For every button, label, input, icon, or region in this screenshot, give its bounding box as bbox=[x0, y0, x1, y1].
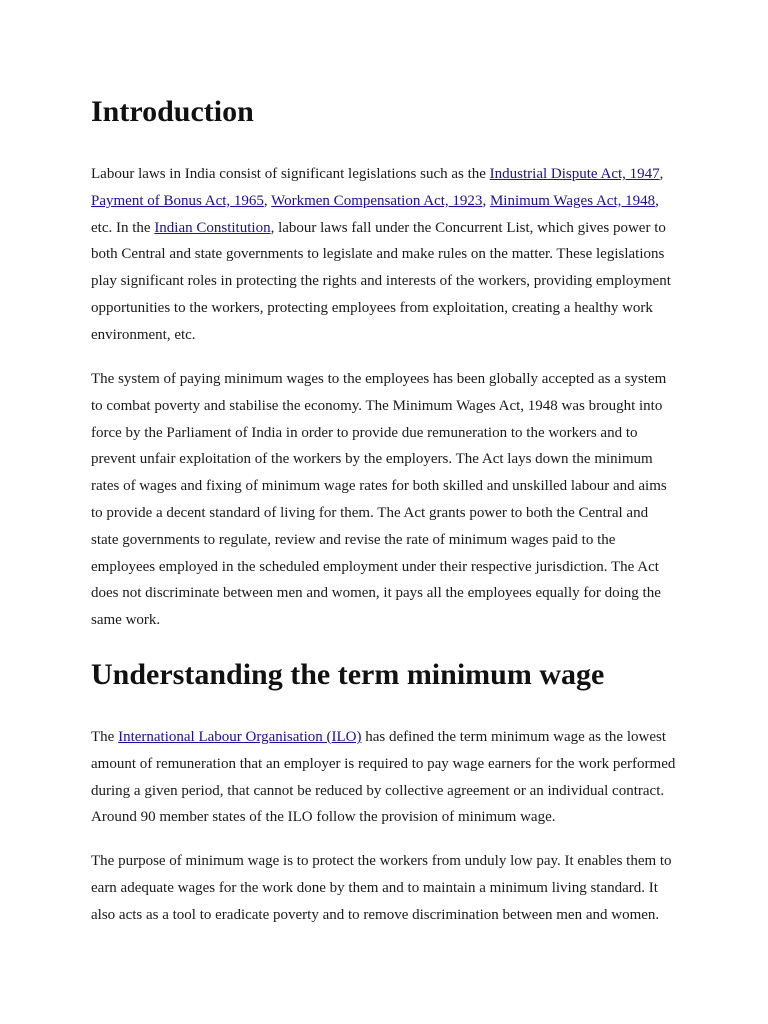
paragraph-purpose-of-minimum-wage bbox=[91, 848, 676, 928]
text-line: to combat poverty and stabilise the economy. The Minimum Wages Act, 1948 was brought into bbox=[91, 397, 663, 414]
link-indian-constitution[interactable]: Indian Constitution bbox=[154, 219, 271, 236]
text-line: earn adequate wages for the work done by them and to maintain a minimum living standard. It bbox=[91, 879, 658, 896]
text-span: , bbox=[655, 192, 659, 209]
text-line: opportunities to the workers, protecting employees from exploitation, creating a healthy work bbox=[91, 299, 653, 316]
text-line: same work. bbox=[91, 612, 161, 629]
text-span: , bbox=[482, 192, 490, 209]
text-line: force by the Parliament of India in order to provide due remuneration to the workers and to bbox=[91, 424, 638, 441]
text-span: Labour laws in India consist of significant legislations such as the bbox=[91, 166, 490, 182]
heading-understanding-minimum-wage: Understanding the term minimum wage bbox=[91, 658, 605, 691]
text-line: environment, etc. bbox=[91, 326, 196, 343]
text-line: The purpose of minimum wage is to protect the workers from unduly low pay. It enables them to bbox=[91, 853, 672, 869]
link-minimum-wages-act[interactable]: Minimum Wages Act, 1948 bbox=[489, 192, 656, 209]
text-line: Around 90 member states of the ILO follow the provision of minimum wage. bbox=[91, 809, 556, 826]
text-span: The bbox=[91, 729, 119, 745]
text-line: both Central and state governments to legislate and make rules on the matter. These legislations bbox=[91, 246, 665, 263]
text-line: play significant roles in protecting the rights and interests of the workers, providing employment bbox=[91, 273, 671, 290]
link-workmen-compensation-act[interactable]: Workmen Compensation Act, 1923 bbox=[271, 192, 483, 209]
text-line bbox=[91, 161, 676, 188]
text-line: state governments to regulate, review and revise the rate of minimum wages paid to the bbox=[91, 531, 616, 548]
text-span: etc. In the bbox=[91, 219, 155, 236]
link-international-labour-organisation[interactable]: International Labour Organisation (ILO) bbox=[118, 729, 362, 745]
paragraph-labour-laws bbox=[91, 161, 676, 349]
text-line: The system of paying minimum wages to the employees has been globally accepted as a system bbox=[91, 371, 667, 387]
text-line bbox=[91, 215, 676, 242]
link-industrial-dispute-act[interactable]: Industrial Dispute Act, 1947 bbox=[489, 166, 660, 182]
text-line bbox=[91, 724, 676, 751]
text-line: employees employed in the scheduled employment under their respective jurisdiction. The Act bbox=[91, 558, 659, 575]
text-span: , bbox=[263, 192, 272, 209]
text-line: also acts as a tool to eradicate poverty and to remove discrimination between men and women. bbox=[91, 906, 660, 923]
text-span: , labour laws fall under the Concurrent List, which gives power to bbox=[270, 219, 666, 236]
text-line: amount of remuneration that an employer is required to pay wage earners for the work performed bbox=[91, 755, 676, 772]
paragraph-ilo-definition bbox=[91, 724, 676, 831]
text-line: prevent unfair exploitation of the workers by the employers. The Act lays down the minimum bbox=[91, 451, 653, 468]
text-line: rates of wages and fixing of minimum wage rates for both skilled and unskilled labour and aims bbox=[91, 478, 667, 495]
text-line: to provide a decent standard of living for them. The Act grants power to both the Central and bbox=[91, 504, 649, 521]
paragraph-minimum-wages-system bbox=[91, 366, 676, 634]
text-span: has defined the term minimum wage as the lowest bbox=[361, 729, 666, 745]
link-payment-of-bonus-act[interactable]: Payment of Bonus Act, 1965 bbox=[91, 192, 264, 209]
text-line: during a given period, that cannot be reduced by collective agreement or an individual contract. bbox=[91, 782, 665, 799]
text-line: does not discriminate between men and women, it pays all the employees equally for doing the bbox=[91, 585, 661, 602]
text-span: , bbox=[659, 166, 664, 182]
text-line bbox=[91, 188, 676, 215]
heading-introduction: Introduction bbox=[91, 95, 254, 128]
